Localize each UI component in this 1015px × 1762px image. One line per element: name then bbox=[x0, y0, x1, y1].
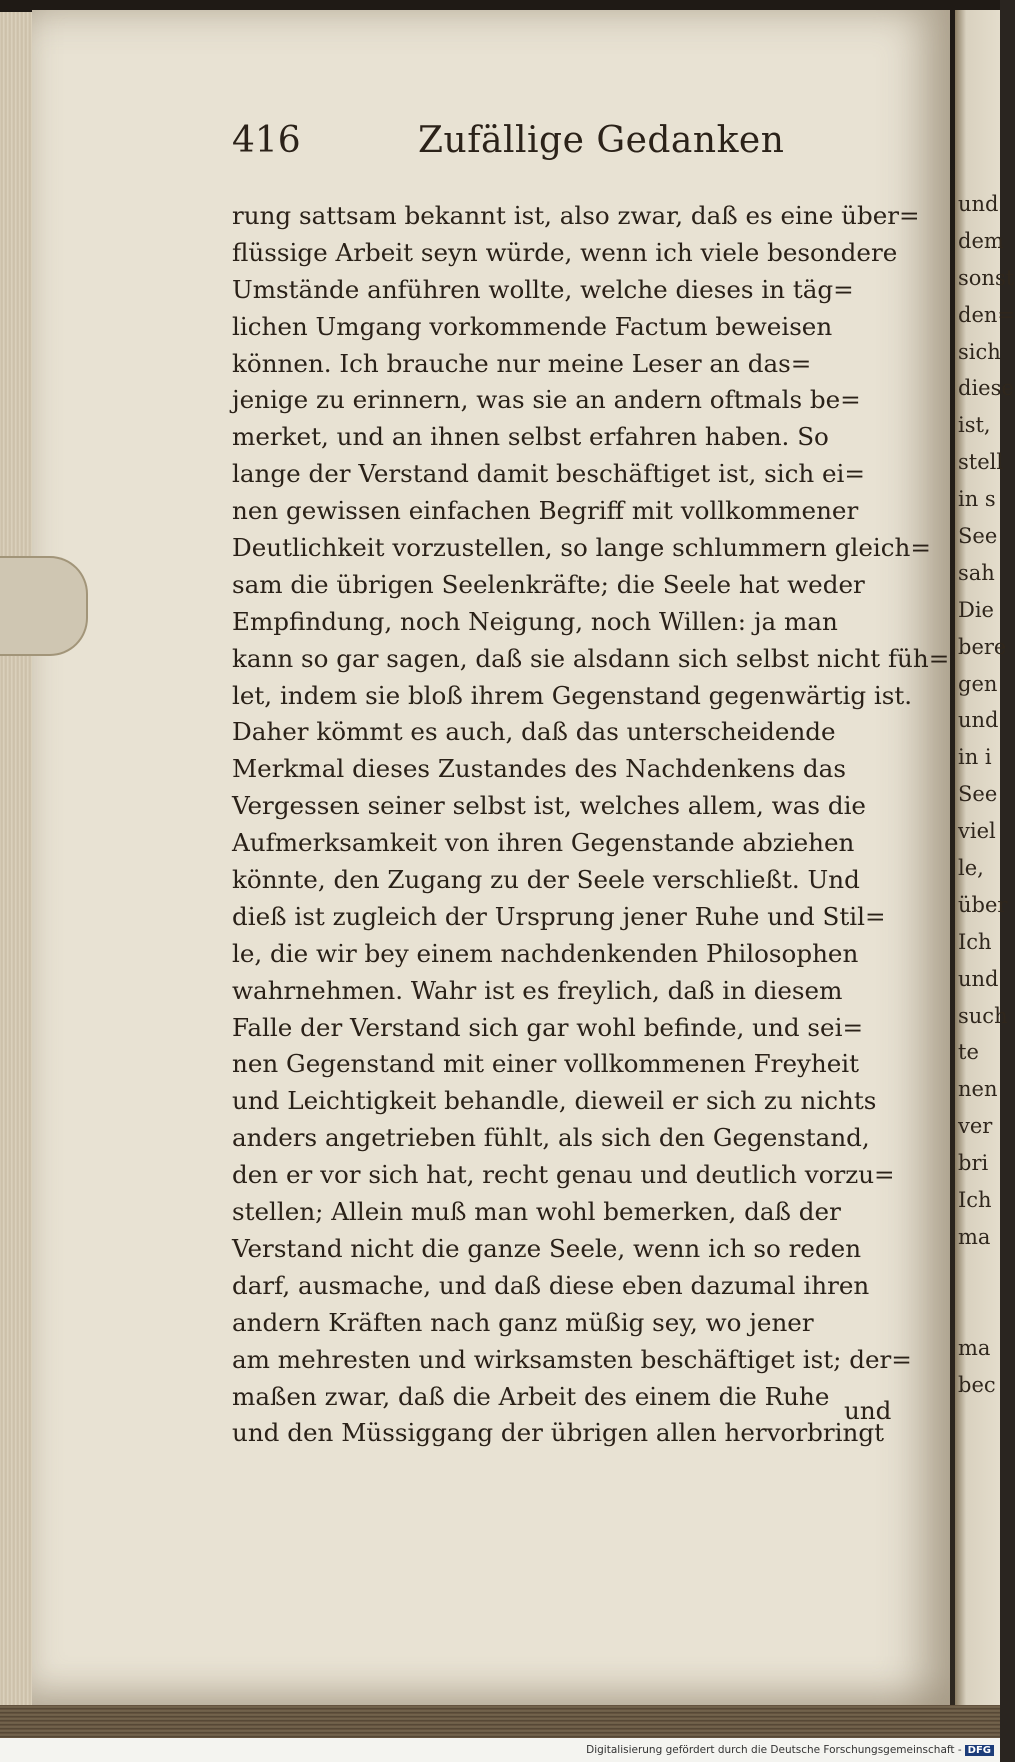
text-line: und Leichtigkeit behandle, dieweil er sich zu nichts bbox=[232, 1086, 877, 1116]
facing-line-fragment: See bbox=[958, 782, 998, 807]
facing-line-fragment: viel bbox=[958, 819, 996, 844]
text-line: Deutlichkeit vorzustellen, so lange schlummern gleich= bbox=[232, 533, 931, 563]
text-line: Daher kömmt es auch, daß das unterscheidende bbox=[232, 717, 836, 747]
text-line: Empfindung, noch Neigung, noch Willen: ja man bbox=[232, 606, 838, 636]
text-line: Aufmerksamkeit von ihren Gegenstande abziehen bbox=[232, 828, 855, 858]
facing-line-fragment: bec bbox=[958, 1372, 996, 1397]
page-tab-marker bbox=[0, 556, 88, 656]
facing-line-fragment: sah bbox=[958, 560, 995, 585]
text-line: kann so gar sagen, daß sie alsdann sich selbst nicht füh= bbox=[232, 643, 950, 673]
facing-line-fragment: le, bbox=[958, 856, 984, 881]
facing-line-fragment: nen bbox=[958, 1077, 998, 1102]
facing-line-fragment: in i bbox=[958, 745, 992, 770]
dfg-logo: DFG bbox=[965, 1745, 994, 1756]
text-line: maßen zwar, daß die Arbeit des einem die Ruhe bbox=[232, 1381, 830, 1411]
facing-line-fragment: Ich bbox=[958, 1188, 992, 1213]
facing-line-fragment: den= bbox=[958, 302, 1015, 327]
text-line: le, die wir bey einem nachdenkenden Philosophen bbox=[232, 938, 859, 968]
credit-text: Digitalisierung gefördert durch die Deutsche Forschungsgemeinschaft - bbox=[586, 1744, 962, 1756]
page-number: 416 bbox=[232, 120, 301, 161]
text-line: Merkmal dieses Zustandes des Nachdenkens das bbox=[232, 754, 846, 784]
text-line: rung sattsam bekannt ist, also zwar, daß es eine über= bbox=[232, 201, 920, 230]
facing-line-fragment: ver bbox=[958, 1114, 993, 1139]
facing-line-fragment: gen bbox=[958, 671, 998, 696]
running-title: Zufällige Gedanken bbox=[418, 120, 785, 161]
text-line: Falle der Verstand sich gar wohl befinde, und sei= bbox=[232, 1012, 864, 1042]
text-line: am mehresten und wirksamsten beschäftiget ist; der= bbox=[232, 1344, 912, 1374]
text-line: lange der Verstand damit beschäftiget ist, sich ei= bbox=[232, 459, 866, 489]
text-line: nen Gegenstand mit einer vollkommenen Freyheit bbox=[232, 1049, 860, 1079]
facing-line-fragment: dem bbox=[958, 228, 1004, 253]
facing-line-fragment: in s bbox=[958, 487, 996, 512]
digitization-credit bbox=[586, 1744, 994, 1756]
text-line: andern Kräften nach ganz müßig sey, wo jener bbox=[232, 1307, 814, 1337]
text-line: nen gewissen einfachen Begriff mit vollkommener bbox=[232, 496, 859, 526]
text-line: merket, und an ihnen selbst erfahren haben. So bbox=[232, 422, 829, 452]
text-line: können. Ich brauche nur meine Leser an das= bbox=[232, 348, 812, 378]
text-line: den er vor sich hat, recht genau und deutlich vorzu= bbox=[232, 1160, 895, 1190]
facing-line-fragment bbox=[958, 1293, 998, 1330]
facing-line-fragment: und bbox=[958, 192, 999, 216]
facing-line-fragment: sich bbox=[958, 339, 1001, 364]
text-line: let, indem sie bloß ihrem Gegenstand gegenwärtig ist. bbox=[232, 680, 913, 710]
left-page-edges bbox=[0, 12, 33, 1712]
facing-line-fragment: bri bbox=[958, 1151, 989, 1176]
text-line: wahrnehmen. Wahr ist es freylich, daß in diesem bbox=[232, 975, 843, 1005]
facing-line-fragment: über bbox=[958, 892, 1008, 917]
facing-page-text bbox=[958, 186, 1015, 1403]
text-line: jenige zu erinnern, was sie an andern oftmals be= bbox=[232, 385, 861, 415]
facing-line-fragment: und bbox=[958, 708, 999, 733]
facing-line-fragment: ma bbox=[958, 1335, 991, 1360]
facing-line-fragment: ist, bbox=[958, 413, 991, 438]
facing-line-fragment: such bbox=[958, 1003, 1008, 1028]
facing-line-fragment: te bbox=[958, 1040, 979, 1065]
facing-line-fragment bbox=[958, 1256, 998, 1293]
facing-line-fragment: stell bbox=[958, 450, 1004, 475]
page-header bbox=[232, 120, 832, 170]
facing-line-fragment: und bbox=[958, 966, 999, 991]
text-line: darf, ausmache, und daß diese eben dazumal ihren bbox=[232, 1270, 870, 1300]
text-line: anders angetrieben fühlt, als sich den Gegenstand, bbox=[232, 1123, 870, 1153]
text-line: sam die übrigen Seelenkräfte; die Seele hat weder bbox=[232, 569, 865, 599]
text-line: Verstand nicht die ganze Seele, wenn ich so reden bbox=[232, 1233, 862, 1263]
text-line: könnte, den Zugang zu der Seele verschließt. Und bbox=[232, 865, 860, 895]
facing-line-fragment: bere bbox=[958, 634, 1007, 659]
text-line: lichen Umgang vorkommende Factum beweisen bbox=[232, 311, 833, 341]
text-line: dieß ist zugleich der Ursprung jener Ruhe und Stil= bbox=[232, 901, 886, 931]
text-line: flüssige Arbeit seyn würde, wenn ich viele besondere bbox=[232, 237, 898, 267]
text-line: Umstände anführen wollte, welche dieses in täg= bbox=[232, 274, 854, 304]
catchword: und bbox=[844, 1396, 892, 1425]
text-line: stellen; Allein muß man wohl bemerken, daß der bbox=[232, 1197, 841, 1227]
facing-line-fragment: ma bbox=[958, 1224, 991, 1249]
text-line: und den Müssiggang der übrigen allen hervorbringt bbox=[232, 1418, 884, 1448]
facing-line-fragment: sonst bbox=[958, 265, 1015, 290]
book-bottom-edge bbox=[0, 1705, 1000, 1738]
facing-line-fragment: Die bbox=[958, 597, 994, 622]
facing-line-fragment: diese bbox=[958, 376, 1014, 401]
facing-line-fragment: Ich bbox=[958, 929, 992, 954]
body-text bbox=[232, 198, 950, 1452]
facing-line-fragment: See bbox=[958, 524, 998, 549]
text-line: Vergessen seiner selbst ist, welches allem, was die bbox=[232, 791, 866, 821]
